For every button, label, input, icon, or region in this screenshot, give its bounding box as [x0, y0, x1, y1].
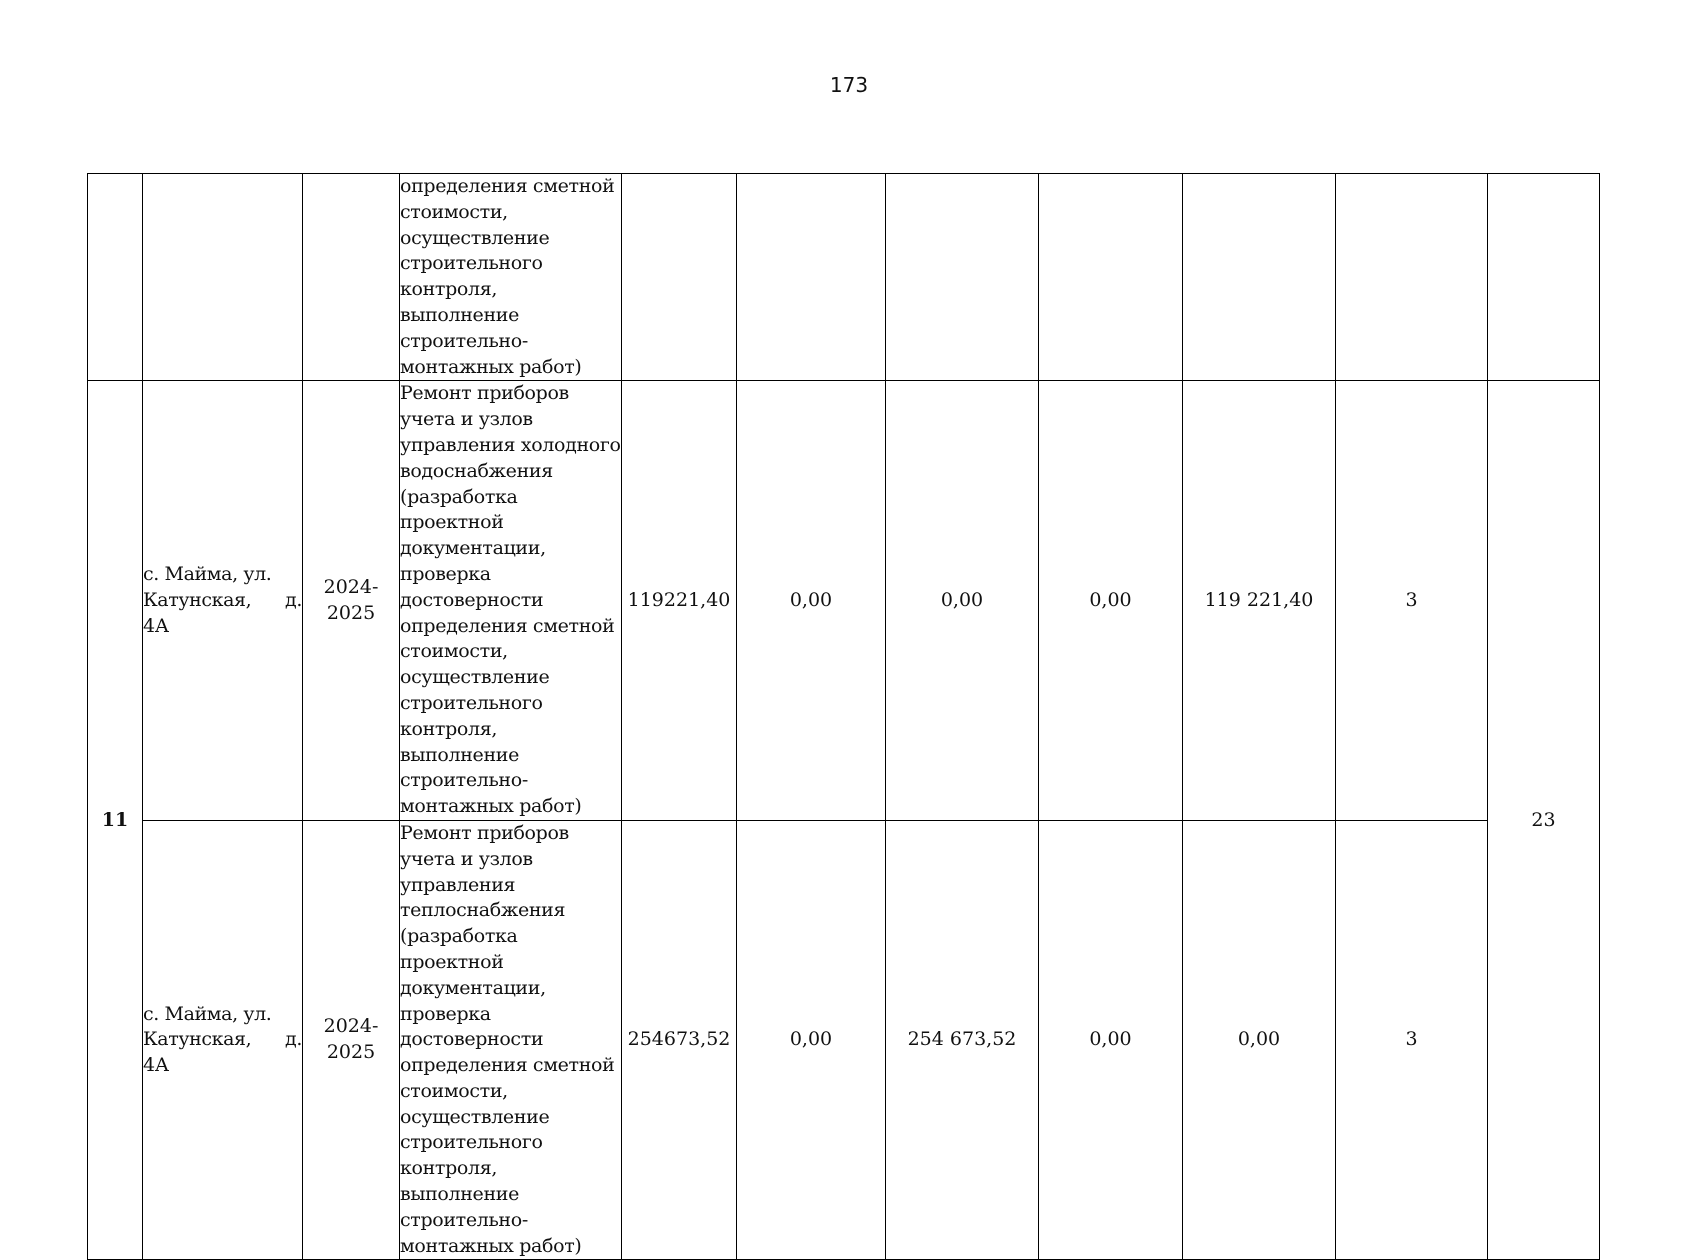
cell-col5: 0,00 — [737, 820, 886, 1260]
description-line: теплоснабжения — [400, 899, 566, 922]
cell-col5: 0,00 — [737, 381, 886, 821]
period-line: 2024- — [323, 575, 379, 598]
cell-period — [303, 820, 400, 1260]
description-line: определения сметной — [400, 1054, 615, 1077]
description-line: Ремонт приборов — [400, 382, 569, 405]
description-line: стоимости, — [400, 200, 508, 223]
description-line: строительного — [400, 1131, 543, 1154]
period-line: 2024- — [323, 1015, 379, 1038]
description-line: (разработка проектной — [400, 925, 518, 973]
cell-col6: 0,00 — [886, 381, 1039, 821]
address-line: Катунская, д. 4А — [143, 588, 302, 637]
cell-col6: 254 673,52 — [886, 820, 1039, 1260]
table-row — [88, 381, 1600, 821]
period-line: 2025 — [326, 1041, 376, 1064]
cell-col9: 3 — [1336, 820, 1488, 1260]
description-line: управления — [400, 873, 516, 896]
description-line: строительно- — [400, 769, 528, 792]
cell-col8: 119 221,40 — [1183, 381, 1336, 821]
description-line: водоснабжения — [400, 459, 553, 482]
works-table — [87, 173, 1600, 1260]
cell-col7: 0,00 — [1039, 381, 1183, 821]
description-line: контроля, выполнение — [400, 278, 519, 326]
page-number: 173 — [829, 73, 869, 97]
cell-number — [88, 174, 143, 381]
description-line: стоимости, — [400, 1079, 508, 1102]
address-line: с. Майма, ул. — [143, 562, 272, 585]
cell-period — [303, 381, 400, 821]
cell-col5 — [737, 174, 886, 381]
cell-description — [400, 174, 622, 381]
description-line: Ремонт приборов — [400, 821, 569, 844]
description-line: учета и узлов — [400, 408, 533, 431]
description-line: осуществление — [400, 1105, 550, 1128]
cell-col7: 0,00 — [1039, 820, 1183, 1260]
cell-col8: 0,00 — [1183, 820, 1336, 1260]
period-line: 2025 — [326, 601, 376, 624]
cell-col7 — [1039, 174, 1183, 381]
cell-last: 23 — [1488, 381, 1600, 1260]
description-line: строительного — [400, 252, 543, 275]
cell-col9 — [1336, 174, 1488, 381]
cell-address — [143, 381, 303, 821]
description-line: строительного — [400, 691, 543, 714]
description-line: монтажных работ) — [400, 355, 582, 378]
description-line: достоверности — [400, 588, 544, 611]
cell-col8 — [1183, 174, 1336, 381]
description-line: осуществление — [400, 666, 550, 689]
cell-total: 254673,52 — [622, 820, 737, 1260]
description-line: контроля, выполнение — [400, 717, 519, 766]
description-line: строительно- — [400, 1208, 528, 1231]
cell-col9: 3 — [1336, 381, 1488, 821]
description-line: управления холодного — [400, 433, 621, 456]
cell-description — [400, 820, 622, 1260]
description-line: достоверности — [400, 1028, 544, 1051]
description-line: документации, — [400, 537, 546, 560]
table-row — [88, 820, 1600, 1260]
description-line: документации, — [400, 976, 546, 999]
description-line: стоимости, — [400, 640, 508, 663]
address-line: с. Майма, ул. — [143, 1002, 272, 1025]
address-line: Катунская, д. 4А — [143, 1028, 302, 1077]
description-line: (разработка проектной — [400, 485, 518, 534]
cell-total — [622, 174, 737, 381]
description-line: определения сметной — [400, 614, 615, 637]
cell-col6 — [886, 174, 1039, 381]
cell-number: 11 — [88, 381, 143, 1260]
description-line: определения сметной — [400, 175, 615, 197]
cell-description — [400, 381, 622, 821]
description-line: контроля, выполнение — [400, 1157, 519, 1206]
cell-last — [1488, 174, 1600, 381]
description-line: строительно- — [400, 329, 528, 352]
description-line: монтажных работ) — [400, 795, 582, 818]
description-line: монтажных работ) — [400, 1234, 582, 1257]
cell-address — [143, 174, 303, 381]
cell-total: 119221,40 — [622, 381, 737, 821]
cell-period — [303, 174, 400, 381]
description-line: осуществление — [400, 226, 550, 249]
cell-address — [143, 820, 303, 1260]
description-line: учета и узлов — [400, 847, 533, 870]
table-row-continued — [88, 174, 1600, 381]
description-line: проверка — [400, 1002, 491, 1025]
description-line: проверка — [400, 562, 491, 585]
